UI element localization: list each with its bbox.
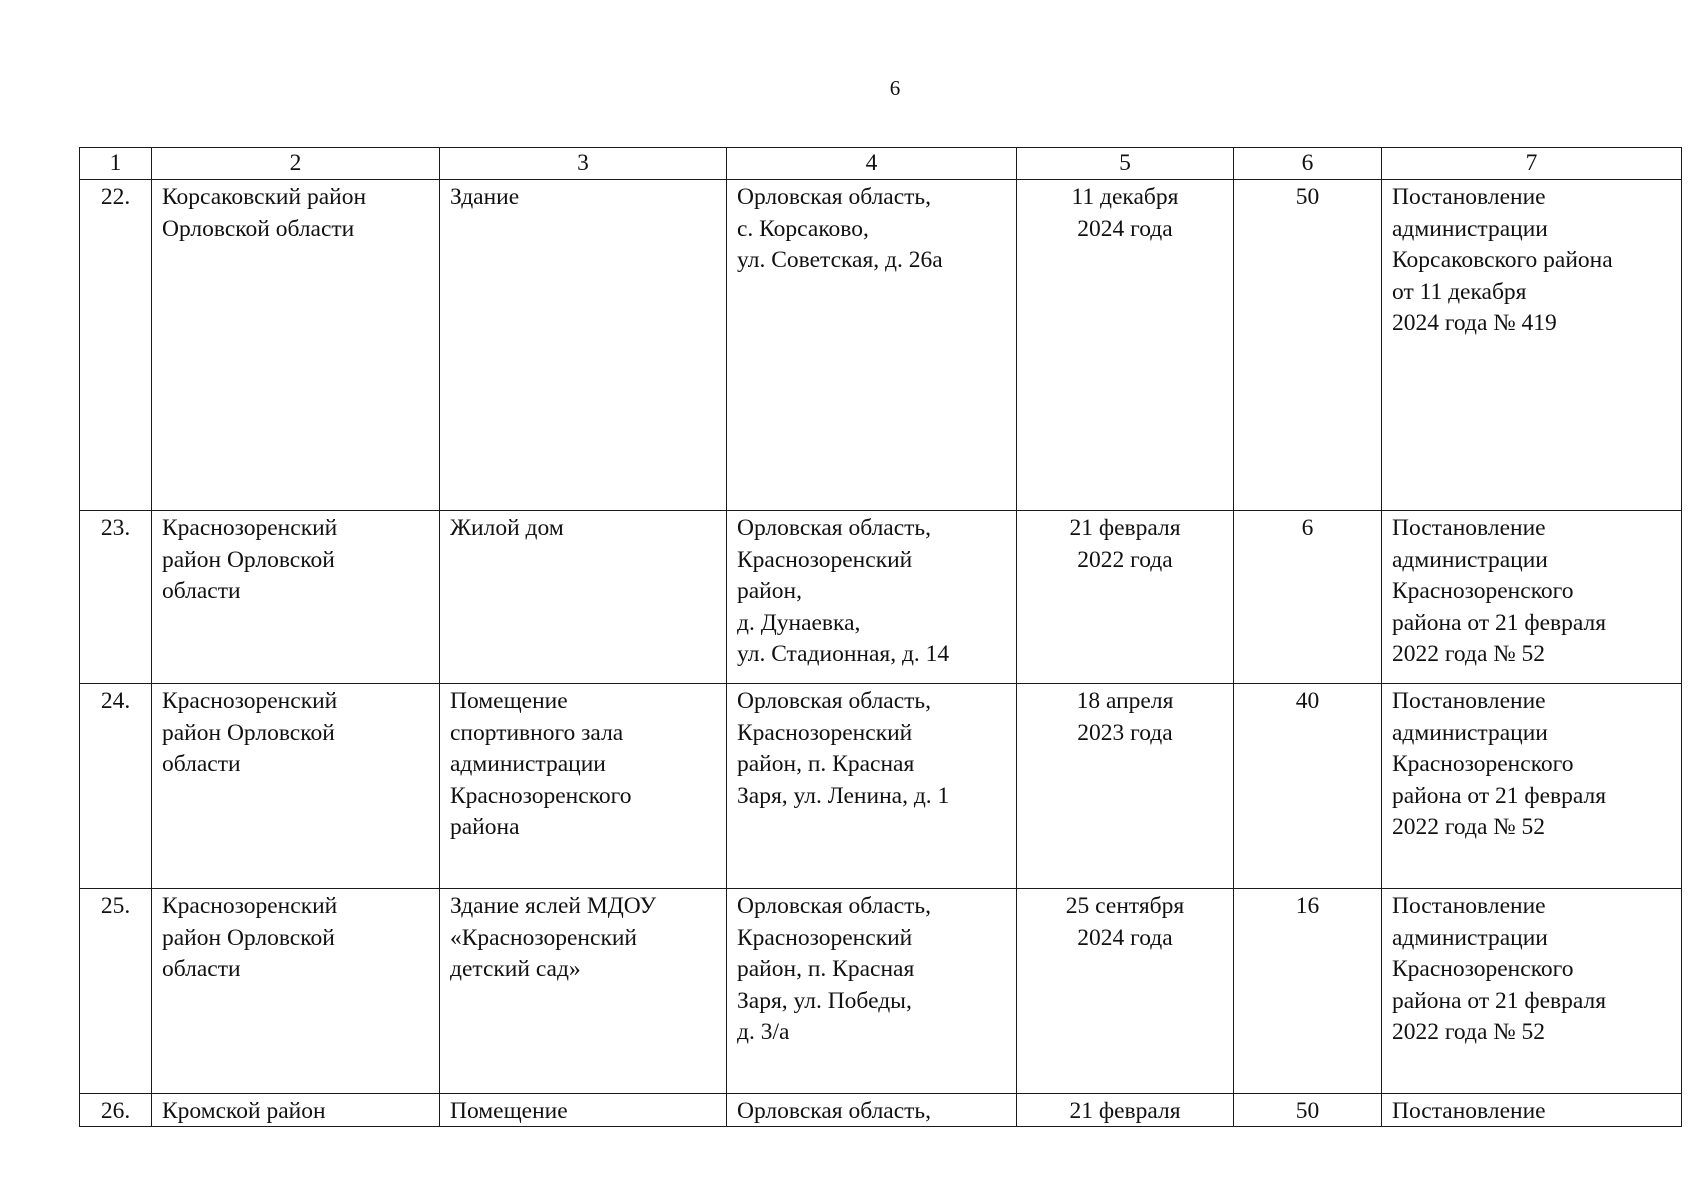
- district-cell: Корсаковский район Орловской области: [152, 180, 440, 511]
- row-number-cell: 24.: [80, 684, 152, 889]
- row-number-cell: 25.: [80, 889, 152, 1094]
- row-number-cell: 26.: [80, 1094, 152, 1127]
- address-cell: Орловская область,: [727, 1094, 1017, 1127]
- quantity-cell: 40: [1234, 684, 1382, 889]
- column-header: 2: [152, 148, 440, 180]
- object-cell: Здание яслей МДОУ «Краснозоренский детский сад»: [440, 889, 727, 1094]
- district-cell: Краснозоренский район Орловской области: [152, 889, 440, 1094]
- date-cell: 21 февраля: [1017, 1094, 1234, 1127]
- address-cell: Орловская область, Краснозоренский район, п. Красная Заря, ул. Ленина, д. 1: [727, 684, 1017, 889]
- column-header: 7: [1382, 148, 1682, 180]
- table-row: [80, 180, 1682, 511]
- quantity-cell: 6: [1234, 511, 1382, 684]
- document-cell: Постановление администрации Краснозоренского района от 21 февраля 2022 года № 52: [1382, 684, 1682, 889]
- registry-table: [79, 147, 1682, 1127]
- quantity-cell: 16: [1234, 889, 1382, 1094]
- table-row: [80, 684, 1682, 889]
- column-header: 5: [1017, 148, 1234, 180]
- address-cell: Орловская область, Краснозоренский район, п. Красная Заря, ул. Победы, д. 3/а: [727, 889, 1017, 1094]
- object-cell: Здание: [440, 180, 727, 511]
- column-header: 4: [727, 148, 1017, 180]
- address-cell: Орловская область, Краснозоренский район, д. Дунаевка, ул. Стадионная, д. 14: [727, 511, 1017, 684]
- table-row: [80, 889, 1682, 1094]
- district-cell: Кромской район: [152, 1094, 440, 1127]
- document-cell: Постановление: [1382, 1094, 1682, 1127]
- document-cell: Постановление администрации Краснозоренского района от 21 февраля 2022 года № 52: [1382, 511, 1682, 684]
- column-number-row: [80, 148, 1682, 180]
- district-cell: Краснозоренский район Орловской области: [152, 684, 440, 889]
- page-number: 6: [889, 76, 901, 100]
- column-header: 3: [440, 148, 727, 180]
- row-number-cell: 22.: [80, 180, 152, 511]
- object-cell: Помещение спортивного зала администрации Краснозоренского района: [440, 684, 727, 889]
- quantity-cell: 50: [1234, 180, 1382, 511]
- date-cell: 18 апреля 2023 года: [1017, 684, 1234, 889]
- column-header: 6: [1234, 148, 1382, 180]
- date-cell: 11 декабря 2024 года: [1017, 180, 1234, 511]
- table-row: [80, 511, 1682, 684]
- column-header: 1: [80, 148, 152, 180]
- date-cell: 25 сентября 2024 года: [1017, 889, 1234, 1094]
- table-row: [80, 1094, 1682, 1127]
- address-cell: Орловская область, с. Корсаково, ул. Советская, д. 26а: [727, 180, 1017, 511]
- document-cell: Постановление администрации Краснозоренского района от 21 февраля 2022 года № 52: [1382, 889, 1682, 1094]
- date-cell: 21 февраля 2022 года: [1017, 511, 1234, 684]
- document-cell: Постановление администрации Корсаковского района от 11 декабря 2024 года № 419: [1382, 180, 1682, 511]
- object-cell: Помещение: [440, 1094, 727, 1127]
- row-number-cell: 23.: [80, 511, 152, 684]
- quantity-cell: 50: [1234, 1094, 1382, 1127]
- object-cell: Жилой дом: [440, 511, 727, 684]
- district-cell: Краснозоренский район Орловской области: [152, 511, 440, 684]
